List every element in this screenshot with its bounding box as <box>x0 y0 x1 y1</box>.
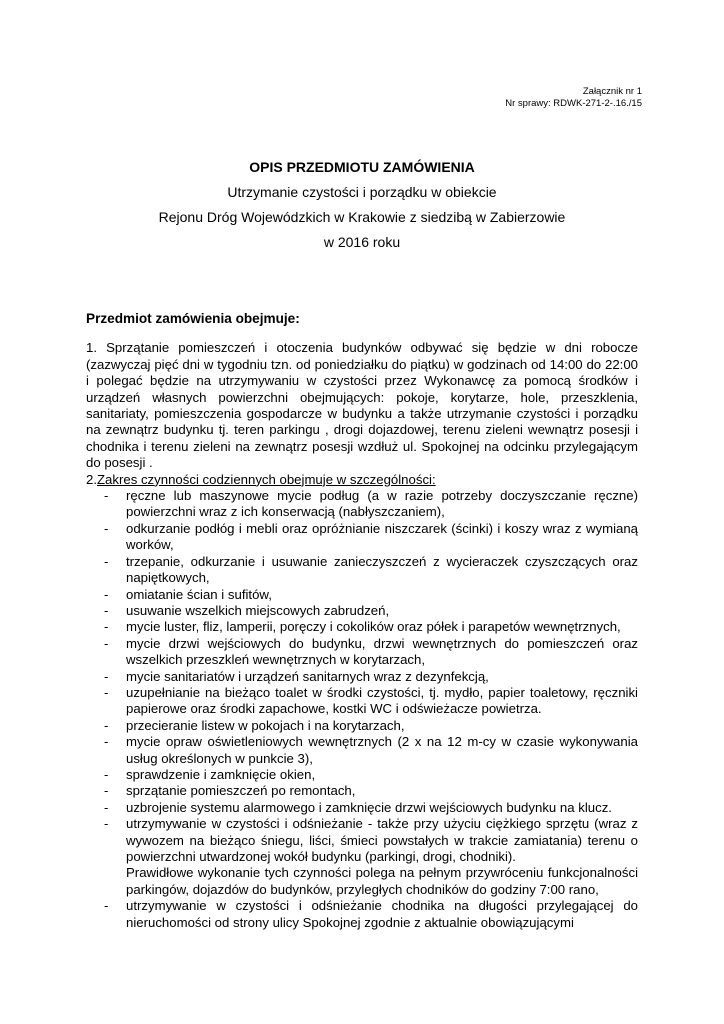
dash-bullet: - <box>104 668 109 684</box>
point-2-heading <box>86 472 638 488</box>
section-heading: Przedmiot zamówienia obejmuje: <box>86 311 300 326</box>
list-item-text: trzepanie, odkurzanie i usuwanie zanieczyszczeń z wycieraczek czyszczących oraz napiętkowych, <box>126 553 638 586</box>
document-title: OPIS PRZEDMIOTU ZAMÓWIENIA <box>249 159 475 175</box>
list-item-text: sprawdzenie i zamknięcie okien, <box>126 766 316 782</box>
order-scope-section <box>86 311 638 931</box>
attachment-number: Załącznik nr 1 <box>582 86 642 97</box>
list-item-text: sprzątanie pomieszczeń po remontach, <box>126 783 356 799</box>
list-item <box>86 619 638 635</box>
list-item <box>86 816 638 865</box>
title-block <box>0 158 724 258</box>
paragraph-1: 1. Sprzątanie pomieszczeń i otoczenia budynków odbywać się będzie w dni robocze (zazwyczaj pięć dni w tygodniu tzn. od poniedziałku do piątku) w godzinach od 14:00 do 22:00 i polegać będzie na utrzymywaniu w czystości przez Wykonawcę za pomocą środków i urządzeń własnych powierzchni obejmujących: pokoje, korytarze, hole, przeszklenia, sanitariaty, pomieszczenia gospodarcze w budynku a także utrzymanie czystości i porządku na zewnątrz budynku tj. teren parkingu , drogi dojazdowej, terenu zieleni wewnątrz posesji i chodnika i terenu zieleni na zewnątrz posesji wzdłuż ul. Spokojnej na odcinku przylegającym do posesji . <box>86 340 638 471</box>
dash-bullet: - <box>104 783 109 799</box>
dash-bullet: - <box>104 898 109 914</box>
list-item <box>86 636 638 669</box>
point-2-label: Zakres czynności codziennych obejmuje w szczególności: <box>97 471 436 487</box>
list-item-continuation: Prawidłowe wykonanie tych czynności polega na pełnym przywróceniu funkcjonalności parkingów, dojazdów do budynków, przyległych chodników do godziny 7:00 rano, <box>126 865 638 897</box>
dash-bullet: - <box>104 816 109 832</box>
list-item-text: usuwanie wszelkich miejscowych zabrudzeń, <box>126 602 390 618</box>
list-item-text: mycie sanitariatów i urządzeń sanitarnych wraz z dezynfekcją, <box>126 668 489 684</box>
dash-bullet: - <box>104 684 109 700</box>
dash-bullet: - <box>104 734 109 750</box>
list-item-text: przecieranie listew w pokojach i na korytarzach, <box>126 717 405 733</box>
list-item-text: mycie luster, fliz, lamperii, poręczy i cokolików oraz półek i parapetów wewnętrznych, <box>126 619 621 635</box>
list-item <box>86 767 638 783</box>
subtitle-line-3: w 2016 roku <box>323 234 401 250</box>
list-item <box>86 669 638 685</box>
dash-bullet: - <box>104 619 109 635</box>
list-item-text: odkurzanie podłóg i mebli oraz opróżnianie niszczarek (ścinki) i koszy wraz z wymianą worków, <box>126 520 638 553</box>
document-header <box>505 86 642 110</box>
list-item <box>86 734 638 767</box>
dash-bullet: - <box>104 520 109 536</box>
point-2-prefix: 2. <box>86 471 97 487</box>
subtitle-line-2: Rejonu Dróg Wojewódzkich w Krakowie z siedzibą w Zabierzowie <box>158 209 566 225</box>
dash-bullet: - <box>104 717 109 733</box>
dash-bullet: - <box>104 586 109 602</box>
list-item-text: uzupełnianie na bieżąco toalet w środki czystości, tj. mydło, papier toaletowy, ręczniki papierowe oraz środki zapachowe, kostki WC i odświeżacze powietrza. <box>126 684 638 717</box>
dash-bullet: - <box>104 553 109 569</box>
list-item <box>86 587 638 603</box>
list-item-text: uzbrojenie systemu alarmowego i zamknięcie drzwi wejściowych budynku na klucz. <box>126 799 612 815</box>
dash-bullet: - <box>104 488 109 504</box>
dash-bullet: - <box>104 766 109 782</box>
case-number: Nr sprawy: RDWK-271-2-.16./15 <box>505 98 642 109</box>
list-item-text: mycie drzwi wejściowych do budynku, drzwi wewnętrznych do pomieszczeń oraz wszelkich przeszkleń wewnętrznych w korytarzach, <box>126 635 638 668</box>
subtitle-line-1: Utrzymanie czystości i porządku w obiekcie <box>227 184 497 200</box>
list-item-text: ręczne lub maszynowe mycie podług (a w razie potrzeby doczyszczanie ręczne) powierzchni wraz z ich konserwacją (nabłyszczaniem), <box>126 488 638 520</box>
list-item <box>86 685 638 718</box>
dash-bullet: - <box>104 799 109 815</box>
list-item <box>86 603 638 619</box>
dash-bullet: - <box>104 635 109 651</box>
daily-tasks-list <box>86 488 638 931</box>
list-item <box>86 898 638 931</box>
list-item <box>86 521 638 554</box>
list-item-text: omiatanie ścian i sufitów, <box>126 586 272 602</box>
list-item-text: utrzymywanie w czystości i odśnieżanie chodnika na długości przylegającej do nieruchomości od strony ulicy Spokojnej zgodnie z aktualnie obowiązującymi <box>126 898 638 930</box>
list-item <box>86 800 638 816</box>
list-item-text: utrzymywanie w czystości i odśnieżanie - także przy użyciu ciężkiego sprzętu (wraz z wywozem na bieżąco śniegu, liści, śmieci powstałych w trakcie zamiatania) terenu o powierzchni utwardzonej wokół budynku (parkingi, drogi, chodniki). <box>126 816 638 864</box>
list-item-text: mycie opraw oświetleniowych wewnętrznych (2 x na 12 m-cy w czasie wykonywania usług określonych w punkcie 3), <box>126 734 638 766</box>
dash-bullet: - <box>104 602 109 618</box>
list-item <box>86 783 638 799</box>
list-item <box>86 488 638 521</box>
list-item <box>86 718 638 734</box>
list-item <box>86 554 638 587</box>
